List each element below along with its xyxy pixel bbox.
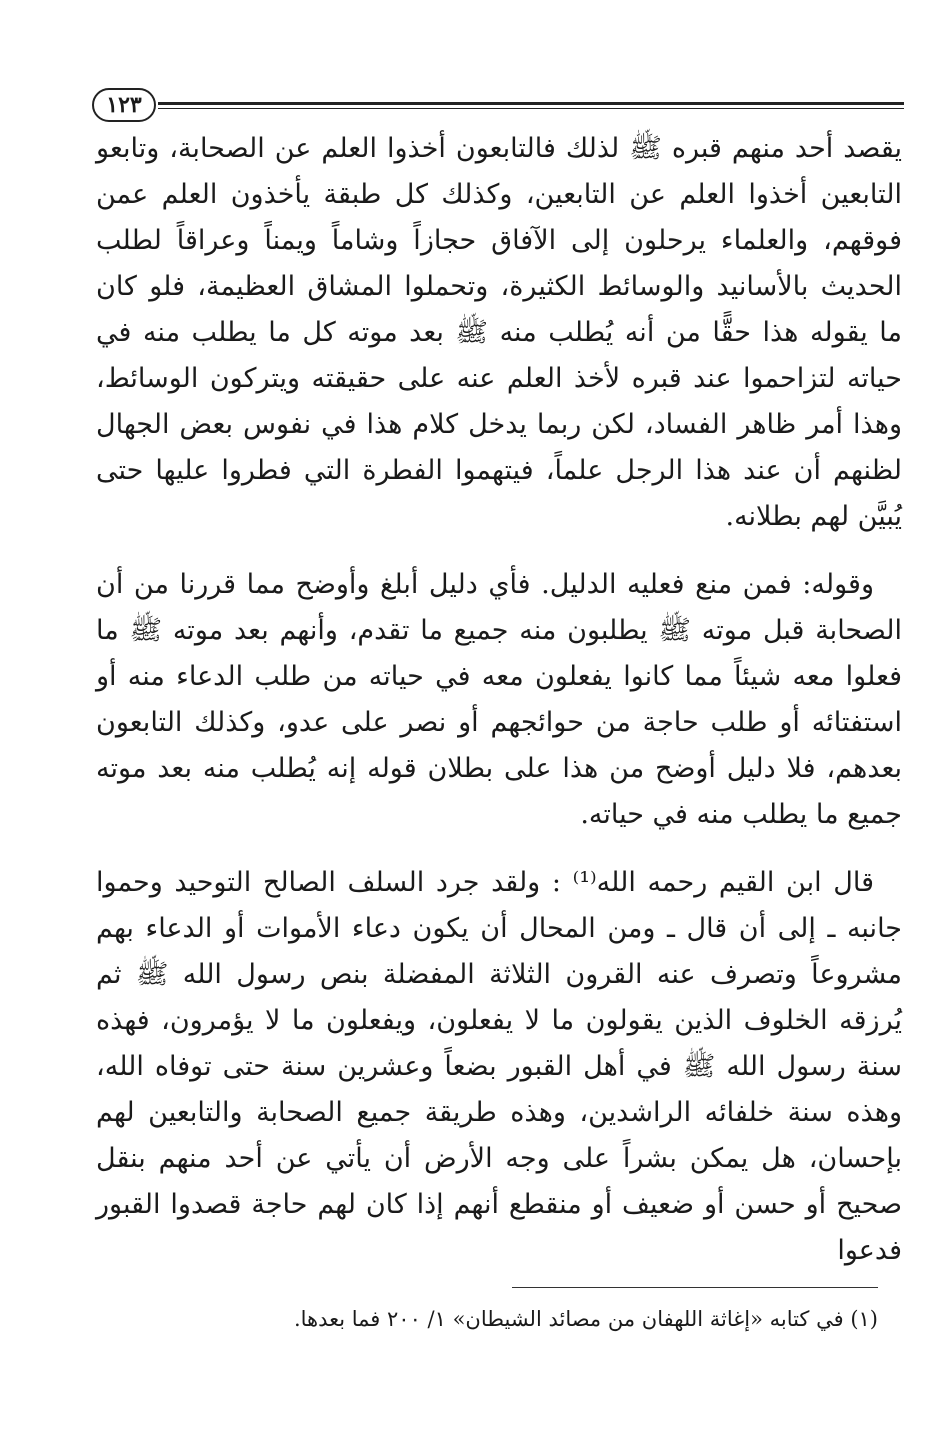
paragraph-2: وقوله: فمن منع فعليه الدليل. فأي دليل أبلغ وأوضح مما قررنا من أن الصحابة قبل موته ﷺ يطلبون منه جميع ما تقدم، وأنهم بعد موته ﷺ ما فعلوا معه شيئاً مما كانوا يفعلون معه في حياته من طلب الدعاء منه أو استفتائه أو طلب حاجة من حوائجهم أو نصر على عدو، وكذلك التابعون بعدهم، فلا دليل أوضح من هذا على بطلان قوله إنه يُطلب منه بعد موته جميع ما يطلب منه في حياته.	[96, 569, 902, 830]
footnote-separator	[512, 1287, 878, 1288]
paragraph-1: يقصد أحد منهم قبره ﷺ لذلك فالتابعون أخذوا العلم عن الصحابة، وتابعو التابعين أخذوا العلم عن التابعين، وكذلك كل طبقة يأخذون العلم عمن فوقهم، والعلماء يرحلون إلى الآفاق حجازاً وشاماً ويمناً وعراقاً لطلب الحديث بالأسانيد والوسائط الكثيرة، وتحملوا المشاق العظيمة، فلو كان ما يقوله هذا حقًّا من أنه يُطلب منه ﷺ بعد موته كل ما يطلب منه في حياته لتزاحموا عند قبره لأخذ العلم عنه على حقيقته ويتركون الوسائط، وهذا أمر ظاهر الفساد، لكن ربما يدخل كلام هذا في نفوس بعض الجهال لظنهم أن عند هذا الرجل علماً، فيتهموا الفطرة التي فطروا عليها حتى يُبيَّن لهم بطلانه.	[96, 133, 902, 532]
header-rule-thin	[158, 108, 904, 109]
page-number: ١٢٣	[92, 88, 156, 122]
header-rule-thick	[158, 102, 904, 105]
page-body	[96, 126, 902, 1274]
page-header	[92, 86, 904, 126]
footnote-1: (١) في كتابه «إغاثة اللهفان من مصائد الشيطان» ١/ ٢٠٠ فما بعدها.	[293, 1307, 878, 1331]
paragraph-3: قال ابن القيم رحمه الله⁽¹⁾ : ولقد جرد السلف الصالح التوحيد وحموا جانبه ـ إلى أن قال ـ ومن المحال أن يكون دعاء الأموات أو الدعاء بهم مشروعاً وتصرف عنه القرون الثلاثة المفضلة بنص رسول الله ﷺ ثم يُرزقه الخلوف الذين يقولون ما لا يفعلون، ويفعلون ما لا يؤمرون، فهذه سنة رسول الله ﷺ في أهل القبور بضعاً وعشرين سنة حتى توفاه الله، وهذه سنة خلفائه الراشدين، وهذه طريقة جميع الصحابة والتابعين لهم بإحسان، هل يمكن بشراً على وجه الأرض أن يأتي عن أحد منهم بنقل صحيح أو حسن أو ضعيف أو منقطع أنهم إذا كان لهم حاجة قصدوا القبور فدعوا	[96, 867, 902, 1266]
